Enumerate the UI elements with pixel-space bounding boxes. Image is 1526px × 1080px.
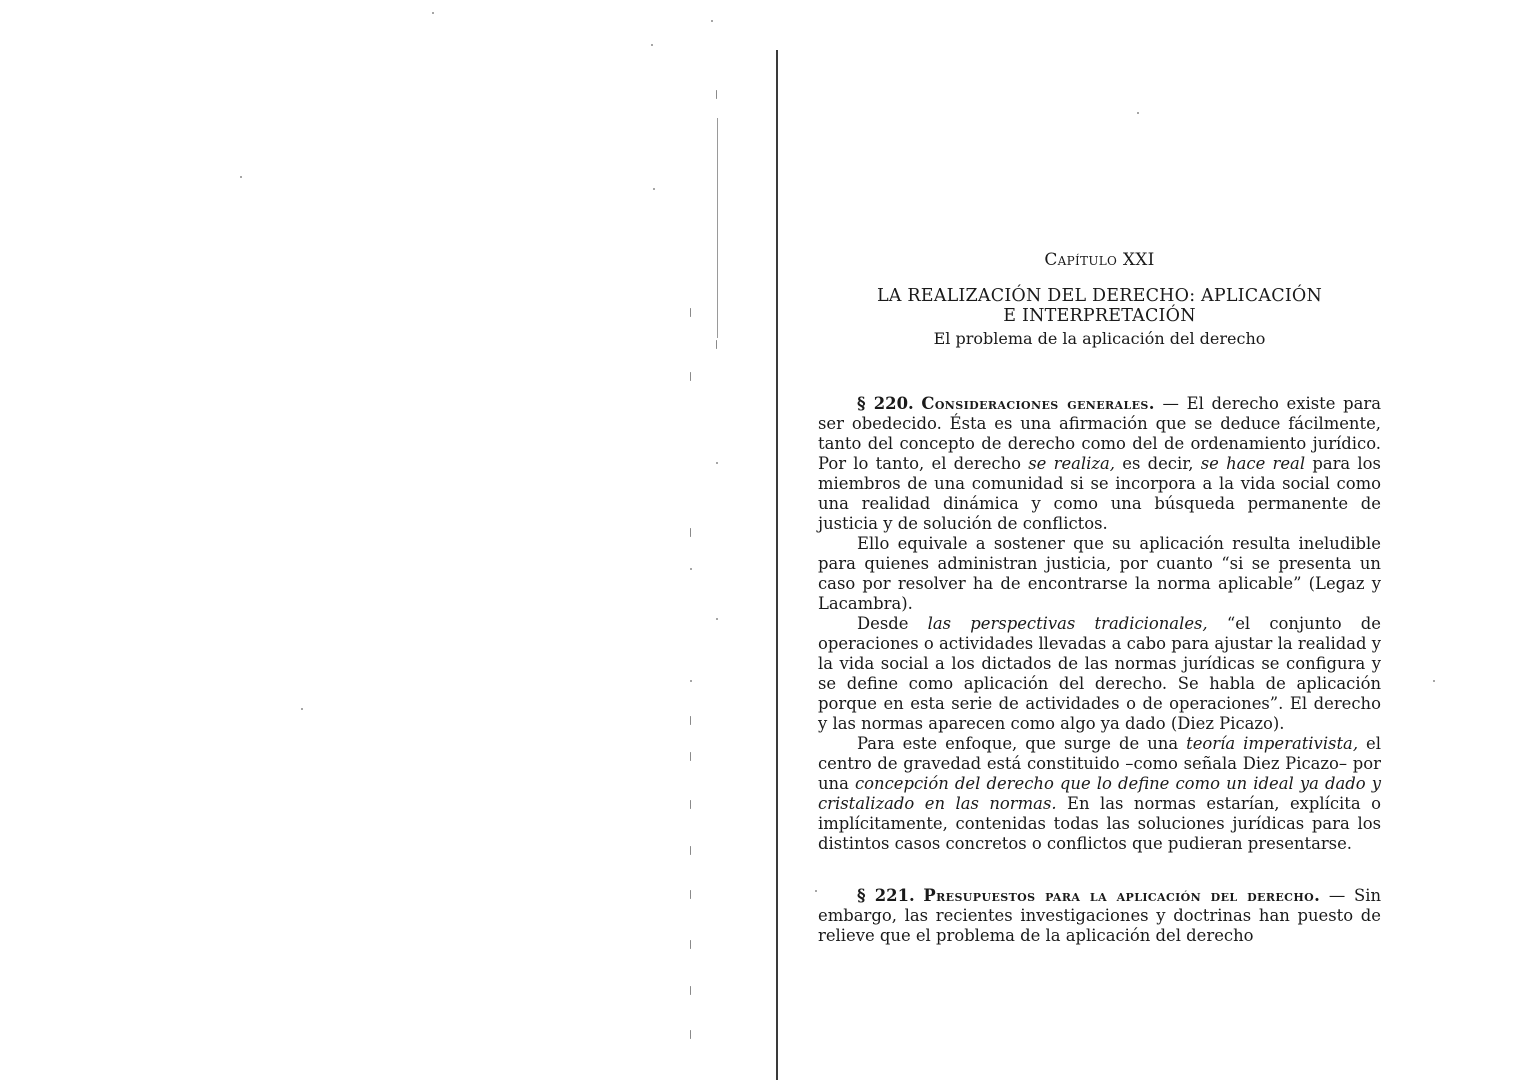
section-220-paragraph-2: Ello equivale a sostener que su aplicación resulta ineludible para quienes administran justicia, por cuanto “si se presenta un caso por resolver ha de encontrarse la norma aplicable” (Legaz y Lacambra).	[818, 534, 1381, 613]
scan-speck	[690, 1030, 691, 1039]
em-dash: —	[1320, 886, 1354, 905]
chapter-title	[818, 286, 1381, 326]
section-heading: Presupuestos para la aplicación del derecho.	[923, 886, 1321, 905]
scan-speck	[690, 716, 691, 725]
scan-speck	[653, 188, 655, 190]
chapter-title-line-2: E INTERPRETACIÓN	[1003, 306, 1196, 326]
body-text	[818, 394, 1381, 946]
scan-speck	[240, 176, 242, 178]
scan-speck	[716, 462, 718, 464]
section-220-paragraph-3	[818, 614, 1381, 734]
scan-speck	[711, 20, 713, 22]
scan-speck	[690, 568, 692, 570]
scan-speck	[690, 940, 691, 949]
section-220-paragraph-4	[818, 734, 1381, 854]
scan-speck	[1433, 680, 1435, 682]
section-spacer	[818, 854, 1381, 886]
scan-speck	[690, 846, 691, 855]
text-run: Desde	[857, 614, 928, 633]
scan-speck	[690, 800, 691, 809]
section-number: § 220.	[857, 394, 914, 413]
scan-speck	[690, 308, 691, 317]
scan-speck	[690, 528, 691, 537]
scan-speck	[690, 752, 691, 761]
text-run: En las normas estarían, explícita o implícitamente, contenidas todas las soluciones jurídicas para los distintos casos concretos o conflictos que pudieran presentarse.	[818, 794, 1381, 853]
scan-speck	[716, 618, 718, 620]
italic-text: se realiza,	[1028, 454, 1116, 473]
chapter-subtitle: El problema de la aplicación del derecho	[933, 329, 1266, 348]
chapter-title-line-1: LA REALIZACIÓN DEL DERECHO: APLICACIÓN	[876, 286, 1322, 306]
chapter-heading	[818, 250, 1381, 270]
em-dash: —	[1154, 394, 1187, 413]
text-run: Para este enfoque, que surge de una	[857, 734, 1187, 753]
scan-speck	[690, 986, 691, 995]
left-page-edge	[717, 118, 718, 338]
scan-speck	[690, 372, 691, 381]
italic-text: se hace real	[1200, 454, 1306, 473]
section-220-paragraph-1	[818, 394, 1381, 534]
scan-speck	[432, 12, 434, 14]
text-run: para los miembros de una comunidad si se incorpora a la vida social como una realidad dinámica y como una búsqueda permanente de justicia y de solución de conflictos.	[818, 454, 1381, 533]
italic-text: teoría imperativista,	[1186, 734, 1359, 753]
scan-speck	[716, 340, 717, 349]
scan-speck	[651, 44, 653, 46]
scan-speck	[690, 890, 691, 899]
scan-speck	[301, 708, 303, 710]
book-gutter	[776, 50, 778, 1080]
section-heading: Consideraciones generales.	[921, 394, 1155, 413]
scan-speck	[815, 890, 817, 892]
text-run: El derecho existe para ser obedecido. Ésta es una afirmación que se deduce fácilmente, tanto del concepto de derecho como del de ordenamiento jurídico. Por lo tanto, el derecho	[818, 394, 1381, 473]
text-run: es decir,	[1115, 454, 1201, 473]
text-run: el centro de gravedad está constituido –como señala Diez Picazo– por una	[818, 734, 1382, 793]
section-number: § 221.	[857, 886, 915, 905]
italic-text: concepción del derecho que lo define como un ideal ya dado y cristalizado en las normas.	[818, 774, 1381, 813]
text-run: Sin embargo, las recientes investigaciones y doctrinas han puesto de relieve que el problema de la aplicación del derecho	[818, 886, 1382, 945]
italic-text: las perspectivas tradicionales,	[927, 614, 1208, 633]
scan-speck	[716, 90, 717, 99]
section-221-paragraph-1	[818, 886, 1381, 946]
chapter-number: Capítulo XXI	[1044, 250, 1155, 270]
text-run: “el conjunto de operaciones o actividades llevadas a cabo para ajustar la realidad y la vida social a los dictados de las normas jurídicas se configura y se define como aplicación del derecho. Se habla de aplicación porque en esta serie de actividades o de operaciones”. El derecho y las normas aparecen como algo ya dado (Diez Picazo).	[818, 614, 1381, 733]
scan-speck	[690, 680, 692, 682]
scan-speck	[1137, 112, 1139, 114]
